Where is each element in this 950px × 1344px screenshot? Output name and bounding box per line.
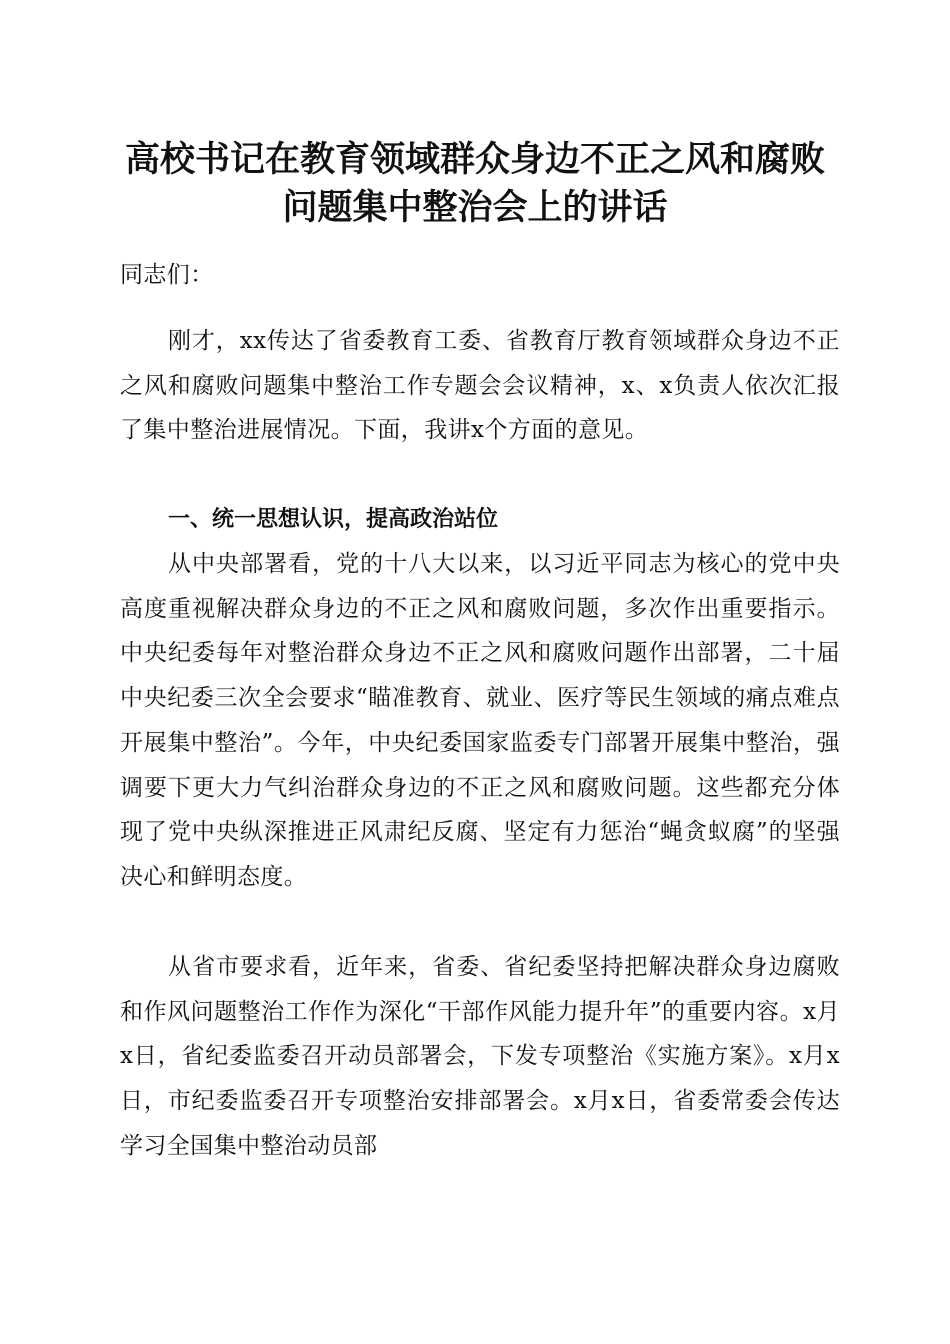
section-heading-1: 一、统一思想认识，提高政治站位	[168, 507, 499, 532]
section-1-paragraph-2: 从省市要求看，近年来，省委、省纪委坚持把解决群众身边腐败和作风问题整治工作作为深化“干部作风能力提升年”的重要内容。x月x日，省纪委监委召开动员部署会，下发专项整治《实施方案》。x月x日，市纪委监委召开专项整治安排部署会。x月x日，省委常委会传达学习全国集中整治动员部	[120, 954, 840, 1159]
section-1-paragraph-1: 从中央部署看，党的十八大以来，以习近平同志为核心的党中央高度重视解决群众身边的不正之风和腐败问题，多次作出重要指示。中央纪委每年对整治群众身边不正之风和腐败问题作出部署，二十届中央纪委三次全会要求“瞄准教育、就业、医疗等民生领域的痛点难点开展集中整治”。今年，中央纪委国家监委专门部署开展集中整治，强调要下更大力气纠治群众身边的不正之风和腐败问题。这些都充分体现了党中央纵深推进正风肃纪反腐、坚定有力惩治“蝇贪蚁腐”的坚强决心和鲜明态度。	[120, 551, 840, 890]
document-title-line-2: 问题集中整治会上的讲话	[282, 187, 668, 228]
document-title-line-1: 高校书记在教育领域群众身边不正之风和腐败	[124, 139, 825, 180]
salutation: 同志们：	[120, 262, 214, 288]
intro-paragraph: 刚才，xx传达了省委教育工委、省教育厅教育领域群众身边不正之风和腐败问题集中整治工作专题会会议精神，x、x负责人依次汇报了集中整治进展情况。下面，我讲x个方面的意见。	[120, 328, 840, 444]
